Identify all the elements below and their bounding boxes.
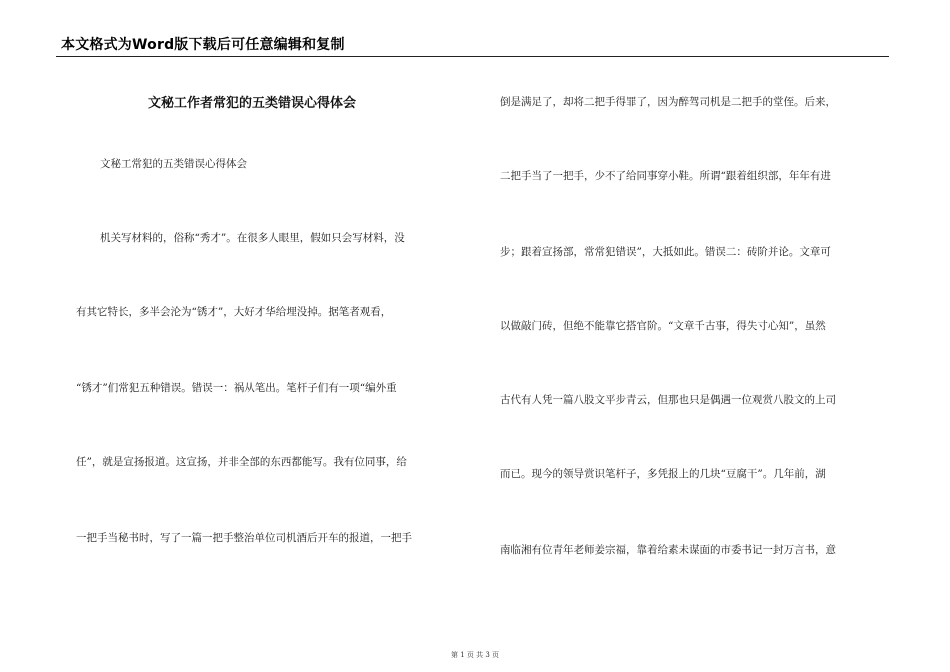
right-line: 二把手当了一把手，少不了给同事穿小鞋。所谓“跟着组织部，年年有进 [500, 170, 831, 182]
left-line: 任”，就是宣扬报道。这宣扬，并非全部的东西都能写。我有位同事，给 [76, 456, 407, 468]
page-number: 第 1 页 共 3 页 [450, 651, 500, 659]
left-line: 一把手当秘书时，写了一篇一把手整治单位司机酒后开车的报道，一把手 [76, 532, 412, 544]
right-line: 古代有人凭一篇八股文平步青云，但那也只是偶遇一位观赏八股文的上司 [500, 394, 836, 406]
right-line: 步；跟着宣扬部，常常犯错误”，大抵如此。错误二：砖阶并论。文章可 [500, 246, 831, 258]
right-line: 南临湘有位青年老师姜宗福，靠着给素未谋面的市委书记一封万言书，意 [500, 544, 836, 556]
download-banner: 本文格式为Word版下载后可任意编辑和复制 [61, 37, 345, 53]
right-line: 而已。现今的领导赏识笔杆子，多凭报上的几块“豆腐干”。几年前，湖 [500, 468, 826, 480]
left-line: “锈才”们常犯五种错误。错误一：祸从笔出。笔杆子们有一项“编外重 [76, 382, 397, 394]
right-line: 倒是满足了，却将二把手得罪了，因为醉驾司机是二把手的堂侄。后来， [500, 96, 836, 108]
header-divider [56, 56, 889, 57]
left-line-subtitle: 文秘工常犯的五类错误心得体会 [100, 158, 247, 170]
left-line: 机关写材料的，俗称“秀才”。在很多人眼里，假如只会写材料，没 [100, 232, 405, 244]
right-line: 以做敲门砖，但绝不能靠它搭官阶。“文章千古事，得失寸心知”，虽然 [500, 320, 826, 332]
left-line: 有其它特长，多半会沦为“锈才”，大好才华给埋没掉。据笔者观看， [76, 306, 392, 318]
document-title: 文秘工作者常犯的五类错误心得体会 [148, 96, 357, 111]
